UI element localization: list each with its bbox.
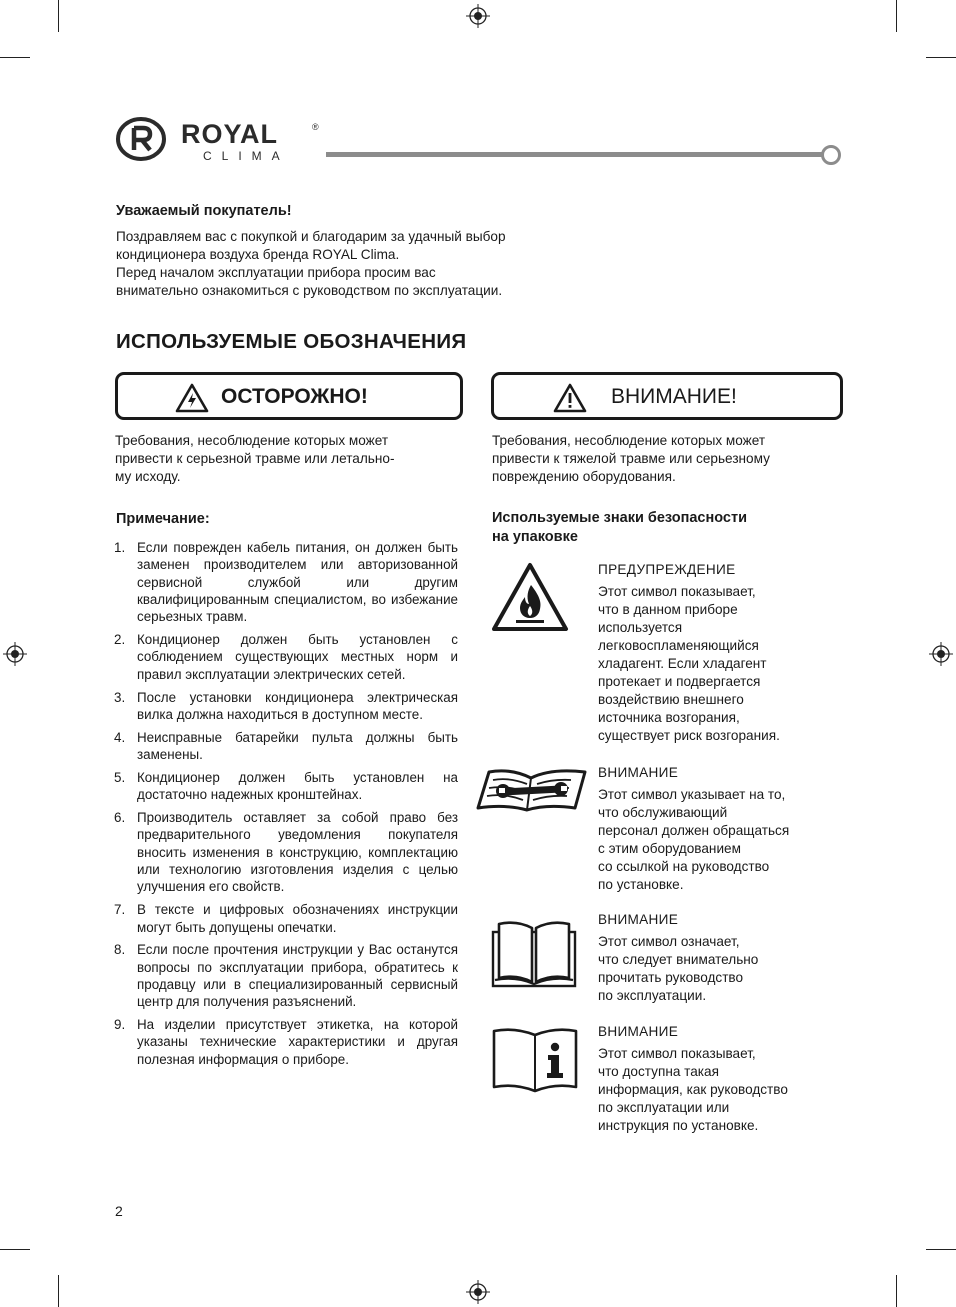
header-divider xyxy=(326,152,824,157)
info-manual-icon xyxy=(491,1025,579,1093)
sign-line: Этот символ указывает на то, xyxy=(598,787,786,802)
sign-heading: ПРЕДУПРЕЖДЕНИЕ xyxy=(598,562,736,577)
registration-mark-icon xyxy=(466,1280,490,1304)
crop-mark xyxy=(58,1275,59,1307)
crop-mark xyxy=(0,1249,30,1250)
sign-line: прочитать руководство xyxy=(598,970,744,985)
sign-line: по установке. xyxy=(598,877,684,892)
safety-signs-heading-line: на упаковке xyxy=(492,529,578,545)
sign-description xyxy=(598,786,848,894)
attention-description-line: Требования, несоблюдение которых может xyxy=(492,433,766,448)
sign-description xyxy=(598,933,848,1005)
sign-line: с этим оборудованием xyxy=(598,841,741,856)
list-item-text: Кондиционер должен быть установлен с соблюдением существующих местных норм и правил эксплуатации электрических сетей. xyxy=(137,632,458,682)
crop-mark xyxy=(926,1249,956,1250)
sign-heading: ВНИМАНИЕ xyxy=(598,912,679,927)
list-item xyxy=(114,1016,458,1068)
list-item-text: Неисправные батарейки пульта должны быть заменены. xyxy=(137,729,458,763)
note-list xyxy=(114,539,458,1074)
attention-description-line: повреждению оборудования. xyxy=(492,469,676,484)
sign-line: по эксплуатации или xyxy=(598,1100,730,1115)
greeting-heading: Уважаемый покупатель! xyxy=(116,203,292,219)
sign-line: со ссылкой на руководство xyxy=(598,859,770,874)
list-item-text: В тексте и цифровых обозначениях инструкции могут быть допущены опечатки. xyxy=(137,902,458,935)
list-item xyxy=(114,769,458,804)
header-divider-end xyxy=(821,145,841,165)
list-item-number: 6. xyxy=(114,810,126,826)
sign-line: что следует внимательно xyxy=(598,952,759,967)
sign-line: Этот символ показывает, xyxy=(598,1046,756,1061)
intro-line: Перед началом эксплуатации прибора просим вас xyxy=(116,265,436,280)
sign-line: легковоспламеняющийся xyxy=(598,638,759,653)
list-item-text: Если поврежден кабель питания, он должен быть заменен производителем или авторизованной сервисной службой или другим квалифицированным специалистом, во избежание серьезных травм. xyxy=(137,540,458,625)
brand-registered-mark: ® xyxy=(312,122,319,132)
sign-description xyxy=(598,1045,848,1135)
list-item-text: Кондиционер должен быть установлен на достаточно надежных кронштейнах. xyxy=(137,769,458,803)
sign-line: информация, как руководство xyxy=(598,1082,788,1097)
list-item-number: 3. xyxy=(114,689,126,705)
warning-triangle-icon xyxy=(553,383,587,413)
sign-info-manual xyxy=(598,1023,848,1135)
attention-description xyxy=(492,432,844,486)
sign-line: что доступна такая xyxy=(598,1064,719,1079)
sign-line: хладагент. Если хладагент xyxy=(598,656,767,671)
sign-heading: ВНИМАНИЕ xyxy=(598,765,679,780)
sign-line: используется xyxy=(598,620,683,635)
list-item-text: На изделии присутствует этикетка, на которой указаны технические характеристики и другая полезная информация о приборе. xyxy=(137,1017,458,1067)
sign-line: протекает и подвергается xyxy=(598,674,761,689)
list-item-number: 7. xyxy=(114,902,126,918)
read-manual-icon xyxy=(491,918,577,988)
list-item-number: 1. xyxy=(114,540,126,555)
list-item-number: 4. xyxy=(114,729,126,745)
registration-mark-icon xyxy=(466,4,490,28)
crop-mark xyxy=(58,0,59,32)
brand-name-clima: CLIMA xyxy=(203,149,290,163)
sign-heading: ВНИМАНИЕ xyxy=(598,1024,679,1039)
list-item-text: После установки кондиционера электрическая вилка должна находиться в доступном месте. xyxy=(137,689,458,722)
list-item-number: 5. xyxy=(114,769,126,785)
list-item xyxy=(114,901,458,936)
crop-mark xyxy=(0,57,30,58)
list-item xyxy=(114,729,458,764)
sign-flammable xyxy=(598,561,848,745)
sign-line: что в данном приборе xyxy=(598,602,738,617)
sign-line: воздействию внешнего xyxy=(598,692,744,707)
crop-mark xyxy=(926,57,956,58)
sign-line: Этот символ показывает, xyxy=(598,584,756,599)
attention-description-line: привести к тяжелой травме или серьезному xyxy=(492,451,770,466)
sign-line: персонал должен обращаться xyxy=(598,823,790,838)
caution-box xyxy=(115,372,463,420)
section-title: ИСПОЛЬЗУЕМЫЕ ОБОЗНАЧЕНИЯ xyxy=(116,330,467,353)
caution-description-line: привести к серьезной травме или летально- xyxy=(115,451,395,466)
sign-description xyxy=(598,583,848,745)
note-heading: Примечание: xyxy=(116,511,210,527)
intro-line: Поздравляем вас с покупкой и благодарим за удачный выбор xyxy=(116,229,506,244)
list-item xyxy=(114,631,458,683)
safety-signs-heading-line: Используемые знаки безопасности xyxy=(492,510,748,526)
crop-mark xyxy=(896,0,897,32)
attention-label: ВНИМАНИЕ! xyxy=(611,385,737,408)
sign-read-manual xyxy=(598,911,848,1005)
service-manual-wrench-icon xyxy=(475,766,591,812)
sign-line: по эксплуатации. xyxy=(598,988,707,1003)
crop-mark xyxy=(896,1275,897,1307)
list-item-text: Если после прочтения инструкции у Вас останутся вопросы по эксплуатации прибора, обратитесь к продавцу или в специализированный сервисный центр для получения разъяснений. xyxy=(137,942,458,1010)
safety-signs-heading xyxy=(492,509,842,547)
intro-paragraph xyxy=(116,228,636,300)
list-item-number: 2. xyxy=(114,632,126,648)
caution-description-line: Требования, несоблюдение которых может xyxy=(115,433,389,448)
list-item xyxy=(114,689,458,724)
list-item-number: 8. xyxy=(114,942,126,958)
caution-label: ОСТОРОЖНО! xyxy=(221,385,368,408)
intro-line: внимательно ознакомиться с руководством по эксплуатации. xyxy=(116,283,503,298)
page-number: 2 xyxy=(115,1203,123,1219)
caution-description xyxy=(115,432,467,486)
list-item xyxy=(114,941,458,1010)
brand-name-royal: ROYAL xyxy=(181,119,279,149)
flammable-warning-icon xyxy=(490,561,570,633)
sign-line: источника возгорания, xyxy=(598,710,740,725)
registration-mark-icon xyxy=(929,642,953,666)
list-item-number: 9. xyxy=(114,1017,126,1033)
sign-line: что обслуживающий xyxy=(598,805,728,820)
caution-description-line: му исходу. xyxy=(115,469,181,484)
attention-box xyxy=(491,372,843,420)
sign-line: существует риск возгорания. xyxy=(598,728,780,743)
sign-service-manual xyxy=(598,764,848,894)
list-item xyxy=(114,809,458,895)
electric-hazard-icon xyxy=(175,383,209,413)
list-item xyxy=(114,539,458,625)
registration-mark-icon xyxy=(3,642,27,666)
sign-line: Этот символ означает, xyxy=(598,934,740,949)
intro-line: кондиционера воздуха бренда ROYAL Clima. xyxy=(116,247,400,262)
royal-clima-logo-icon xyxy=(115,116,167,162)
list-item-text: Производитель оставляет за собой право без предварительного уведомления покупателя вносить изменения в конструкцию, комплектацию или технологию изготовления изделия с целью улучшения его свойств. xyxy=(137,810,458,895)
sign-line: инструкция по установке. xyxy=(598,1118,759,1133)
